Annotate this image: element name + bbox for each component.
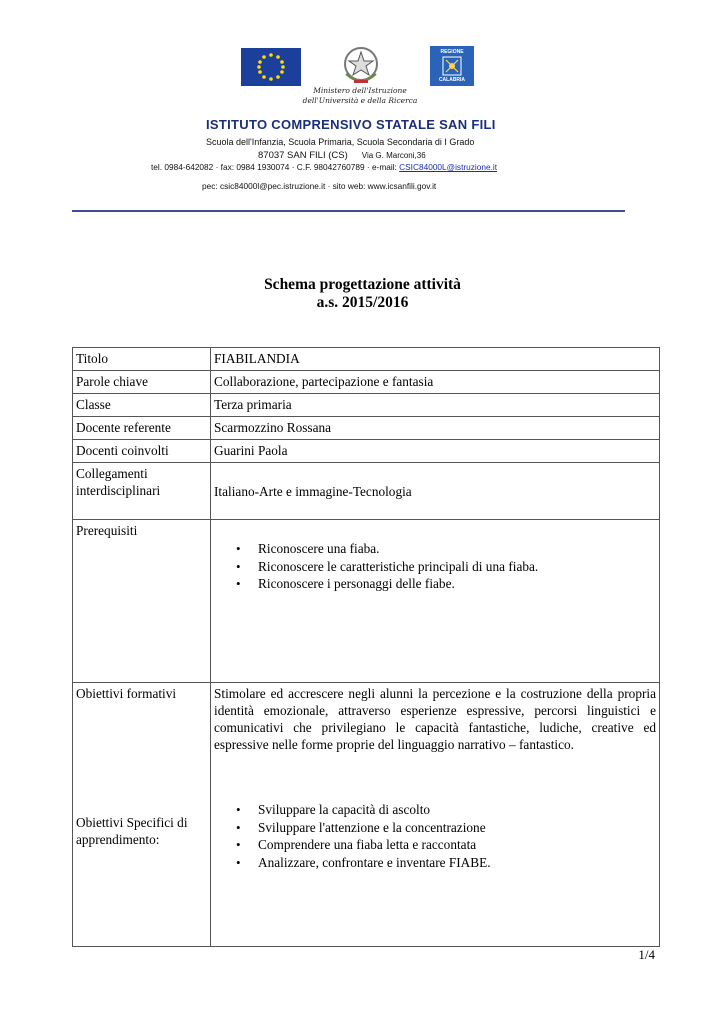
table-row — [73, 348, 660, 371]
regione-calabria-logo-icon — [430, 46, 474, 86]
obiettivi-content-cell — [211, 683, 660, 947]
table-row — [73, 394, 660, 417]
collegamenti-label-line-2: interdisciplinari — [76, 483, 161, 498]
table-row — [73, 440, 660, 463]
parole-chiave-label: Parole chiave — [73, 371, 211, 394]
address-line — [258, 150, 426, 161]
table-row — [73, 520, 660, 683]
prerequisiti-list — [214, 540, 656, 593]
obiettivi-specifici-label-line-1: Obiettivi Specifici di — [76, 815, 188, 830]
prerequisiti-label: Prerequisiti — [73, 520, 211, 683]
street: Via G. Marconi,36 — [361, 151, 426, 160]
list-item: • Analizzare, confrontare e inventare FIABE. — [258, 854, 656, 872]
schools-line: Scuola dell'Infanzia, Scuola Primaria, Scuola Secondaria di I Grado — [206, 137, 475, 147]
classe-value: Terza primaria — [211, 394, 660, 417]
pec-website-line: pec: csic84000l@pec.istruzione.it · sito web: www.icsanfili.gov.it — [202, 181, 437, 191]
docenti-coinvolti-label: Docenti coinvolti — [73, 440, 211, 463]
table-row — [73, 683, 660, 947]
titolo-label: Titolo — [73, 348, 211, 371]
obiettivi-label-cell — [73, 683, 211, 947]
table-row — [73, 371, 660, 394]
parole-chiave-value: Collaborazione, partecipazione e fantasia — [211, 371, 660, 394]
phone-fax-cf: tel. 0984-642082 · fax: 0984 1930074 · C.F. 98042760789 · e-mail: — [151, 162, 400, 172]
page-number: 1/4 — [638, 947, 655, 962]
obiettivi-formativi-value: Stimolare ed accrescere negli alunni la percezione e la costruzione della propria identità emozionale, attraverso esperienze espressive, percorsi linguistici e comunicativi che privilegiano le capacità fantastiche, ludiche, creative ed espressive nelle forme proprie del linguaggio narrativo – fantastico. — [214, 686, 656, 752]
table-row — [73, 417, 660, 440]
list-item: • Riconoscere le caratteristiche principali di una fiaba. — [258, 558, 656, 576]
classe-label: Classe — [73, 394, 211, 417]
docente-referente-value: Scarmozzino Rossana — [211, 417, 660, 440]
ministry-name — [300, 86, 420, 106]
list-item: • Comprendere una fiaba letta e raccontata — [258, 836, 656, 854]
prerequisiti-cell — [211, 520, 660, 683]
ministry-line-1: Ministero dell'Istruzione — [313, 86, 407, 95]
table-row — [73, 463, 660, 520]
list-item: • Riconoscere i personaggi delle fiabe. — [258, 575, 656, 593]
activity-table — [72, 347, 660, 947]
document-title: Schema progettazione attività — [264, 276, 461, 293]
obiettivi-specifici-list — [214, 801, 656, 871]
institute-name: ISTITUTO COMPRENSIVO STATALE SAN FILI — [206, 117, 496, 132]
docenti-coinvolti-value: Guarini Paola — [211, 440, 660, 463]
email-link[interactable]: CSIC84000L@istruzione.it — [399, 162, 498, 172]
collegamenti-value: Italiano-Arte e immagine-Tecnologia — [211, 463, 660, 520]
contacts-line — [151, 162, 497, 172]
obiettivi-specifici-label-line-2: apprendimento: — [76, 832, 160, 847]
school-year: a.s. 2015/2016 — [316, 294, 409, 311]
collegamenti-label — [73, 463, 211, 520]
region-text-bottom: CALABRIA — [438, 77, 466, 83]
collegamenti-label-line-1: Collegamenti — [76, 466, 148, 481]
header-divider — [72, 210, 625, 212]
list-item: • Sviluppare l'attenzione e la concentrazione — [258, 819, 656, 837]
list-item: • Sviluppare la capacità di ascolto — [258, 801, 656, 819]
titolo-value: FIABILANDIA — [211, 348, 660, 371]
city: 87037 SAN FILI (CS) — [258, 150, 348, 161]
region-text-top: REGIONE — [440, 49, 464, 55]
list-item: • Riconoscere una fiaba. — [258, 540, 656, 558]
obiettivi-formativi-label: Obiettivi formativi — [76, 686, 177, 701]
italian-republic-emblem-icon — [338, 44, 384, 86]
obiettivi-specifici-label — [76, 814, 207, 848]
ministry-line-2: dell'Università e della Ricerca — [302, 96, 418, 105]
eu-flag-icon — [241, 48, 301, 86]
docente-referente-label: Docente referente — [73, 417, 211, 440]
